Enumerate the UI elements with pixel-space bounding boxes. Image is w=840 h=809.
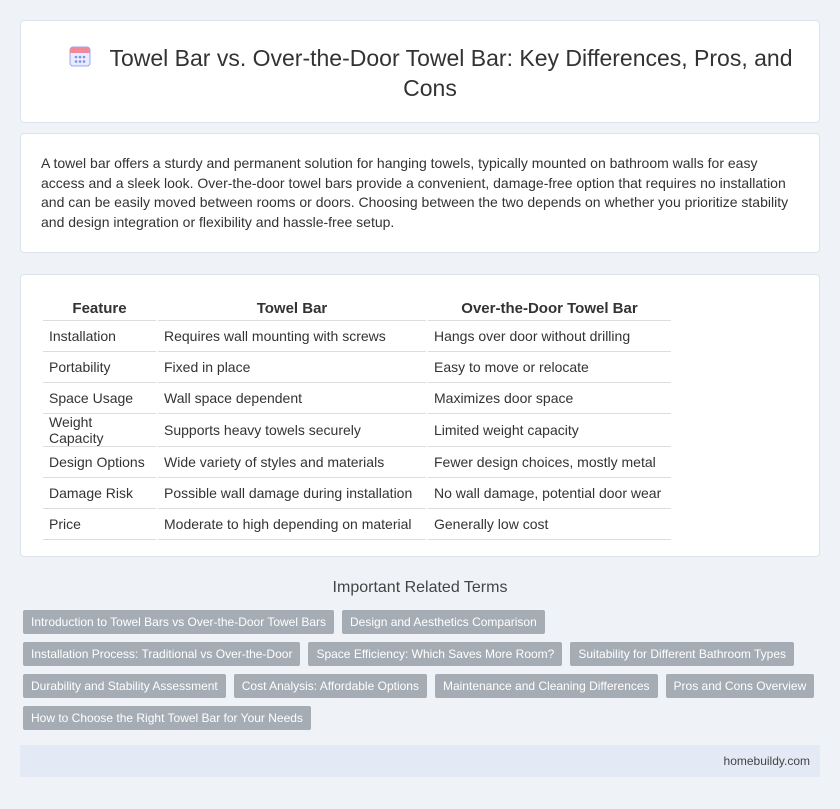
feature-cell: Damage Risk	[43, 478, 156, 509]
related-tag[interactable]: Suitability for Different Bathroom Types	[570, 642, 794, 666]
related-tag[interactable]: Installation Process: Traditional vs Over-the-Door	[23, 642, 300, 666]
towel-bar-cell: Supports heavy towels securely	[158, 414, 426, 447]
intro-card	[20, 133, 820, 253]
feature-cell: Design Options	[43, 447, 156, 478]
table-row	[43, 383, 671, 414]
related-tag[interactable]: Design and Aesthetics Comparison	[342, 610, 545, 634]
table-row	[43, 321, 671, 352]
over-door-cell: Hangs over door without drilling	[428, 321, 671, 352]
related-tag[interactable]: Introduction to Towel Bars vs Over-the-Door Towel Bars	[23, 610, 334, 634]
related-tag[interactable]: Space Efficiency: Which Saves More Room?	[308, 642, 562, 666]
header-over-the-door: Over-the-Door Towel Bar	[428, 295, 671, 321]
related-tags	[23, 610, 823, 730]
calendar-icon	[67, 43, 93, 69]
over-door-cell: Maximizes door space	[428, 383, 671, 414]
table-row	[43, 447, 671, 478]
related-terms-heading: Important Related Terms	[332, 579, 508, 596]
towel-bar-cell: Moderate to high depending on material	[158, 509, 426, 540]
feature-cell: Price	[43, 509, 156, 540]
title-card	[20, 20, 820, 123]
header-feature: Feature	[43, 295, 156, 321]
table-row	[43, 509, 671, 540]
footer	[20, 745, 820, 777]
feature-cell: Weight Capacity	[43, 414, 156, 447]
table-row	[43, 414, 671, 447]
table-row	[43, 478, 671, 509]
table-header-row	[43, 295, 671, 321]
over-door-cell: Easy to move or relocate	[428, 352, 671, 383]
related-tag[interactable]: How to Choose the Right Towel Bar for Your Needs	[23, 706, 311, 730]
related-tag[interactable]: Pros and Cons Overview	[666, 674, 815, 698]
over-door-cell: Limited weight capacity	[428, 414, 671, 447]
page-title: Towel Bar vs. Over-the-Door Towel Bar: Key Differences, Pros, and Cons	[109, 45, 793, 101]
over-door-cell: Generally low cost	[428, 509, 671, 540]
towel-bar-cell: Wide variety of styles and materials	[158, 447, 426, 478]
over-door-cell: Fewer design choices, mostly metal	[428, 447, 671, 478]
intro-paragraph: A towel bar offers a sturdy and permanent solution for hanging towels, typically mounted on bathroom walls for easy access and a sleek look. Over-the-door towel bars provide a convenient, damage-free option that requires no installation and can be easily moved between rooms or doors. Choosing between the two depends on whether you prioritize stability and design integration or flexibility and hassle-free setup.	[41, 155, 789, 230]
related-tag[interactable]: Maintenance and Cleaning Differences	[435, 674, 658, 698]
feature-cell: Space Usage	[43, 383, 156, 414]
related-tag[interactable]: Durability and Stability Assessment	[23, 674, 226, 698]
towel-bar-cell: Fixed in place	[158, 352, 426, 383]
related-tag[interactable]: Cost Analysis: Affordable Options	[234, 674, 427, 698]
table-row	[43, 352, 671, 383]
comparison-card	[20, 274, 820, 557]
towel-bar-cell: Possible wall damage during installation	[158, 478, 426, 509]
header-towel-bar: Towel Bar	[158, 295, 426, 321]
feature-cell: Portability	[43, 352, 156, 383]
towel-bar-cell: Requires wall mounting with screws	[158, 321, 426, 352]
feature-cell: Installation	[43, 321, 156, 352]
comparison-table	[41, 295, 673, 540]
title-wrap	[61, 43, 799, 103]
footer-site-link[interactable]: homebuildy.com	[723, 754, 810, 768]
over-door-cell: No wall damage, potential door wear	[428, 478, 671, 509]
towel-bar-cell: Wall space dependent	[158, 383, 426, 414]
